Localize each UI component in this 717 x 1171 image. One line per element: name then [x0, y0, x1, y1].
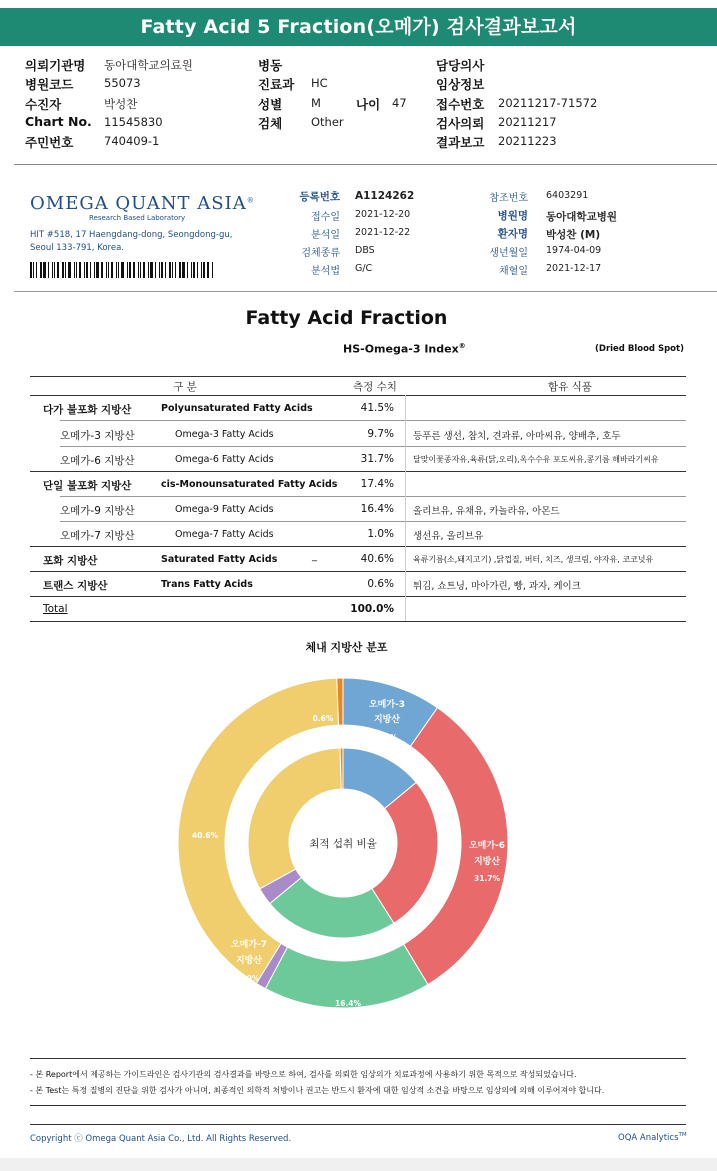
barcode-bar — [161, 262, 163, 278]
row-rule — [60, 446, 686, 447]
info-value: HC — [311, 76, 328, 90]
lab-field-value: 동아대학교병원 — [546, 211, 618, 223]
row-rule — [60, 521, 686, 522]
omega7-value: 1.0% — [238, 974, 260, 983]
info-value: 20211223 — [498, 134, 557, 148]
barcode-bar — [212, 262, 213, 278]
fatty-acid-kr: 포화 지방산 — [43, 555, 98, 567]
fatty-acid-en: Saturated Fatty Acids — [161, 554, 278, 565]
info-label: 성별 — [258, 97, 283, 112]
food-sources: 등푸른 생선, 참치, 견과류, 아마씨유, 양배추, 호두 — [413, 431, 621, 442]
barcode-bar — [207, 262, 209, 278]
fatty-acid-kr: 트랜스 지방산 — [43, 580, 108, 592]
barcode-bar — [57, 262, 59, 278]
barcode-bar — [40, 262, 42, 278]
table-header: 측정 수치 — [353, 381, 397, 393]
info-value: M — [311, 96, 321, 110]
lab-field-value: 2021-12-17 — [546, 263, 602, 274]
barcode-bar — [129, 262, 131, 278]
lab-field-value: G/C — [355, 263, 373, 274]
fatty-acid-en: Omega-3 Fatty Acids — [175, 429, 274, 440]
omega7-label: 지방산 — [235, 956, 263, 966]
omega6-value: 31.7% — [473, 874, 501, 883]
barcode-bar — [143, 262, 145, 278]
info-label: 임상정보 — [436, 77, 485, 92]
lab-field-label: 채혈일 — [499, 266, 528, 277]
barcode-bar — [172, 262, 173, 278]
row-rule — [30, 471, 686, 472]
total-label: Total — [43, 603, 68, 615]
distribution-chart — [0, 660, 717, 1040]
fatty-acid-value: 9.7% — [367, 428, 394, 440]
lab-field-label: 검체종류 — [301, 248, 340, 259]
fatty-acid-kr: 오메가-7 지방산 — [60, 530, 135, 542]
lab-field-label: 등록번호 — [299, 191, 340, 203]
barcode-bar — [76, 262, 77, 278]
info-label: 진료과 — [258, 77, 295, 92]
age-value: 47 — [392, 96, 407, 110]
fatty-acid-value: 31.7% — [360, 453, 394, 465]
info-value: 11545830 — [104, 115, 163, 129]
barcode-bar — [48, 262, 49, 278]
table-header: 함유 식품 — [548, 381, 592, 393]
barcode-bar — [127, 262, 128, 278]
patient-info — [0, 50, 717, 168]
lab-logo: OMEGA QUANT ASIA® — [30, 193, 254, 214]
total-value: 100.0% — [350, 603, 394, 615]
fatty-acid-value: 16.4% — [360, 503, 394, 515]
fatty-acid-en: Omega-6 Fatty Acids — [175, 454, 274, 465]
fatty-acid-value: 0.6% — [367, 578, 394, 590]
fatty-acid-kr: 오메가-3 지방산 — [60, 430, 135, 442]
omega9-value: 16.4% — [334, 999, 362, 1008]
barcode-bar — [86, 262, 88, 278]
info-label: 주민번호 — [25, 135, 74, 150]
info-label: 검사의뢰 — [436, 116, 485, 131]
info-label: 검체 — [258, 116, 283, 131]
report-title: Fatty Acid 5 Fraction(오메가) 검사결과보고서 — [0, 8, 717, 46]
barcode-bar — [148, 262, 149, 278]
barcode-bar — [106, 262, 107, 278]
inner-slice-4 — [248, 748, 341, 889]
divider — [14, 291, 717, 292]
barcode-bar — [159, 262, 160, 278]
lab-field-label: 병원명 — [497, 210, 528, 222]
barcode-bar — [140, 262, 141, 278]
note-2: - 본 Test는 특정 질병의 진단을 위한 검사가 아니며, 최종적인 의학적 처방이나 권고는 반드시 환자에 대한 임상적 소견을 바탕으로 임상의에 의해 이루어져야 합니다. — [30, 1086, 605, 1095]
info-label: 담당의사 — [436, 58, 485, 73]
center-label: 최적 섭취 비율 — [309, 838, 377, 850]
barcode-bar — [94, 262, 95, 278]
divider — [30, 1124, 686, 1125]
lab-field-value: DBS — [355, 245, 375, 256]
barcode-bar — [150, 262, 153, 278]
barcode-bar — [203, 262, 205, 278]
table-header: 구 분 — [173, 381, 197, 393]
info-label: 병동 — [258, 58, 283, 73]
lab-field-label: 생년월일 — [489, 248, 528, 259]
row-rule — [30, 596, 686, 597]
barcode-bar — [43, 262, 46, 278]
fatty-acid-table — [30, 376, 686, 620]
row-rule — [30, 571, 686, 572]
info-value: 20211217-71572 — [498, 96, 598, 110]
oqa-analytics: OQA Analytics™ — [618, 1132, 687, 1143]
barcode-bar — [201, 262, 202, 278]
info-label: 수진자 — [25, 97, 62, 112]
barcode-bar — [54, 262, 55, 278]
table-top-rule — [30, 376, 686, 377]
barcode-bar — [179, 262, 181, 278]
lab-field-value: A1124262 — [355, 190, 415, 202]
lab-field-label: 분석법 — [311, 266, 340, 277]
barcode-bar — [169, 262, 171, 278]
info-label: Chart No. — [25, 114, 92, 129]
lab-field-value: 2021-12-22 — [355, 227, 411, 238]
lab-address: HIT #518, 17 Haengdang-dong, Seongdong-gu, Seoul 133-791, Korea. — [30, 230, 233, 253]
fatty-acid-kr: 오메가-9 지방산 — [60, 505, 135, 517]
info-value: 동아대학교의료원 — [104, 58, 193, 72]
notes-box — [30, 1058, 686, 1106]
column-rule — [405, 395, 406, 621]
note-1: - 본 Report에서 제공하는 가이드라인은 검사기관의 검사결과를 바탕으로 하여, 검사를 의뢰한 임상의가 치료과정에 사용하기 위한 목적으로 작성되었습니다. — [30, 1070, 577, 1079]
fatty-acid-value: 40.6% — [360, 553, 394, 565]
dried-blood-spot: (Dried Blood Spot) — [595, 344, 684, 354]
barcode-bar — [65, 262, 66, 278]
lab-field-value: 박성찬 (M) — [546, 229, 601, 241]
barcode-bar — [118, 262, 119, 278]
barcode — [30, 262, 215, 278]
barcode-bar — [197, 262, 198, 278]
barcode-bar — [90, 262, 91, 278]
fatty-acid-kr: 오메가-6 지방산 — [60, 455, 135, 467]
page-bottom — [0, 1158, 717, 1171]
barcode-bar — [138, 262, 139, 278]
omega3-label: 지방산 — [373, 715, 401, 725]
food-sources: 육류기름(소,돼지고기) ,닭껍질, 버터, 치즈, 생크림, 야자유, 코코넛유 — [413, 555, 654, 564]
barcode-bar — [155, 262, 156, 278]
barcode-bar — [68, 262, 71, 278]
lab-field-value: 1974-04-09 — [546, 245, 602, 256]
table-bottom-rule — [30, 621, 686, 622]
barcode-bar — [111, 262, 113, 278]
lab-field-label: 환자명 — [497, 228, 528, 240]
fatty-acid-en: Omega-7 Fatty Acids — [175, 529, 274, 540]
lab-field-label: 분석일 — [311, 230, 340, 241]
barcode-bar — [79, 262, 81, 278]
barcode-bar — [193, 262, 195, 278]
fatty-acid-en: Omega-9 Fatty Acids — [175, 504, 274, 515]
food-sources: 올리브유, 유채유, 카놀라유, 아몬드 — [413, 506, 560, 517]
info-value: 20211217 — [498, 115, 557, 129]
barcode-bar — [133, 262, 135, 278]
row-rule — [60, 420, 686, 421]
hs-index: HS-Omega-3 Index® — [343, 342, 466, 356]
barcode-bar — [116, 262, 117, 278]
info-label: 의뢰기관명 — [25, 58, 86, 73]
section-title: Fatty Acid Fraction — [245, 307, 448, 329]
barcode-bar — [175, 262, 176, 278]
barcode-bar — [101, 262, 103, 278]
saturated-value: 40.6% — [191, 831, 219, 840]
info-label: 병원코드 — [25, 77, 74, 92]
barcode-bar — [36, 262, 37, 278]
omega3-label: 오메가-3 — [368, 700, 406, 710]
lab-field-label: 참조번호 — [489, 193, 528, 204]
info-label: 결과보고 — [436, 135, 485, 150]
barcode-bar — [187, 262, 188, 278]
omega6-label: 오메가-6 — [468, 841, 506, 851]
table-header-rule — [30, 395, 686, 396]
lab-field-value: 2021-12-20 — [355, 209, 411, 220]
barcode-bar — [182, 262, 185, 278]
age-label: 나이 — [356, 97, 381, 112]
copyright: Copyright ⓒ Omega Quant Asia Co., Ltd. All Rights Reserved. — [30, 1134, 292, 1144]
omega6-label: 지방산 — [473, 857, 501, 867]
row-rule — [30, 546, 686, 547]
fatty-acid-kr: 다가 불포화 지방산 — [43, 404, 132, 416]
lab-field-label: 접수일 — [311, 212, 340, 223]
food-sources: 튀김, 쇼트닝, 마아가린, 빵, 과자, 케이크 — [413, 581, 581, 592]
omega7-label: 오메가-7 — [230, 940, 268, 950]
chart-title: 체내 지방산 분포 — [305, 641, 388, 654]
trans-value: 0.6% — [312, 714, 334, 723]
food-sources: 생선유, 올리브유 — [413, 531, 484, 542]
lab-tagline: Research Based Laboratory — [89, 214, 186, 222]
info-label: 접수번호 — [436, 97, 485, 112]
divider — [14, 164, 717, 165]
fatty-acid-value: 41.5% — [360, 402, 394, 414]
barcode-bar — [30, 262, 32, 278]
row-rule — [60, 496, 686, 497]
fatty-acid-en: Polyunsaturated Fatty Acids — [161, 403, 313, 414]
barcode-bar — [84, 262, 85, 278]
barcode-bar — [62, 262, 64, 278]
fatty-acid-en: Trans Fatty Acids — [161, 579, 253, 590]
fatty-acid-en: cis-Monounsaturated Fatty Acids — [161, 479, 338, 490]
info-value: 박성찬 — [104, 97, 138, 111]
barcode-bar — [33, 262, 34, 278]
barcode-bar — [121, 262, 124, 278]
dash-mark: _ — [312, 551, 317, 562]
barcode-bar — [74, 262, 75, 278]
barcode-bar — [165, 262, 166, 278]
info-value: 55073 — [104, 76, 141, 90]
barcode-bar — [52, 262, 53, 278]
lab-field-value: 6403291 — [546, 190, 589, 201]
omega3-value: 9.7% — [376, 733, 398, 742]
fatty-acid-kr: 단일 불포화 지방산 — [43, 480, 132, 492]
barcode-bar — [96, 262, 99, 278]
info-value: 740409-1 — [104, 134, 160, 148]
barcode-bar — [191, 262, 192, 278]
food-sources: 달맞이꽃종자유,육류(닭,오리),옥수수유 포도씨유,콩기름 해바라기씨유 — [413, 455, 659, 464]
fatty-acid-value: 1.0% — [367, 528, 394, 540]
info-value: Other — [311, 115, 344, 129]
barcode-bar — [108, 262, 109, 278]
fatty-acid-value: 17.4% — [360, 478, 394, 490]
